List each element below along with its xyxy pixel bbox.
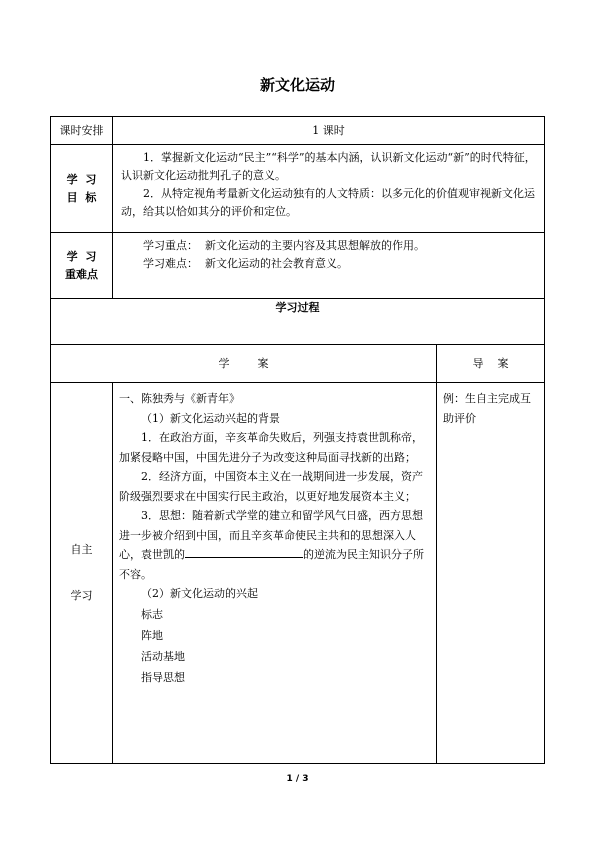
page-number: 1 / 3 — [286, 774, 309, 784]
key-points-label-line2: 重难点 — [65, 267, 98, 281]
list-item: 阵地 — [141, 628, 163, 642]
schedule-label: 课时安排 — [51, 117, 113, 145]
objective-item-1: 1．掌握新文化运动“民主”“科学”的基本内涵，认识新文化运动“新”的时代特征，认识新文化运动批判孔子的意义。 — [121, 151, 536, 182]
process-heading-row — [51, 299, 545, 345]
subheading-rise: （2）新文化运动的兴起 — [141, 587, 258, 600]
objectives-label-line1: 学 习 — [66, 172, 97, 186]
page-title: 新文化运动 — [259, 76, 335, 94]
column-plan-header: 学 案 — [51, 345, 437, 383]
section-heading: 一、陈独秀与《新青年》 — [119, 392, 240, 405]
process-heading: 学习过程 — [51, 299, 545, 345]
list-item: 标志 — [141, 607, 163, 621]
objective-item-2: 2．从特定视角考量新文化运动独有的人文特质：以多元化的价值观审视新文化运动，给其以恰如其分的评价和定位。 — [121, 187, 535, 218]
key-points-row — [51, 233, 545, 299]
key-points-content — [113, 233, 545, 299]
objectives-row — [51, 145, 545, 233]
schedule-value: 1 课时 — [113, 117, 545, 145]
paragraph-thought — [119, 506, 428, 584]
paragraph-economy: 2．经济方面，中国资本主义在一战期间进一步发展，资产阶级强烈要求在中国实行民主政治，以更好地发展资本主义； — [119, 470, 423, 503]
list-item: 活动基地 — [141, 649, 185, 663]
paragraph-thought-after: 的逆流为民主知识分子所不容。 — [119, 548, 424, 581]
self-study-content — [113, 383, 437, 764]
fill-in-blank[interactable] — [185, 545, 303, 558]
subheading-background: （1）新文化运动兴起的背景 — [141, 411, 280, 425]
column-header-row — [51, 345, 545, 383]
objectives-label — [51, 145, 113, 233]
objectives-content — [113, 145, 545, 233]
self-study-label-line2: 学习 — [70, 589, 93, 602]
key-point-difficulty: 学习难点： 新文化运动的社会教育意义。 — [143, 257, 348, 270]
lesson-plan-table — [50, 116, 545, 764]
self-study-label — [51, 383, 113, 764]
key-points-label-line1: 学 习 — [66, 249, 97, 263]
key-point-focus: 学习重点： 新文化运动的主要内容及其思想解放的作用。 — [143, 239, 425, 252]
objectives-label-line2: 目 标 — [66, 190, 97, 204]
schedule-row — [51, 117, 545, 145]
self-study-label-line1: 自主 — [70, 543, 93, 556]
key-points-label — [51, 233, 113, 299]
list-item: 指导思想 — [141, 670, 185, 684]
guide-content: 例：生自主完成互助评价 — [437, 383, 545, 764]
column-guide-header: 导 案 — [437, 345, 545, 383]
paragraph-thought-before: 3．思想：随着新式学堂的建立和留学风气日盛，西方思想进一步被介绍到中国，而且辛亥革命使民主共和的思想深入人心，袁世凯的 — [119, 509, 423, 561]
paragraph-politics: 1．在政治方面，辛亥革命失败后，列强支持袁世凯称帝，加紧侵略中国，中国先进分子为改变这种局面寻找新的出路； — [119, 431, 423, 464]
self-study-row — [51, 383, 545, 764]
